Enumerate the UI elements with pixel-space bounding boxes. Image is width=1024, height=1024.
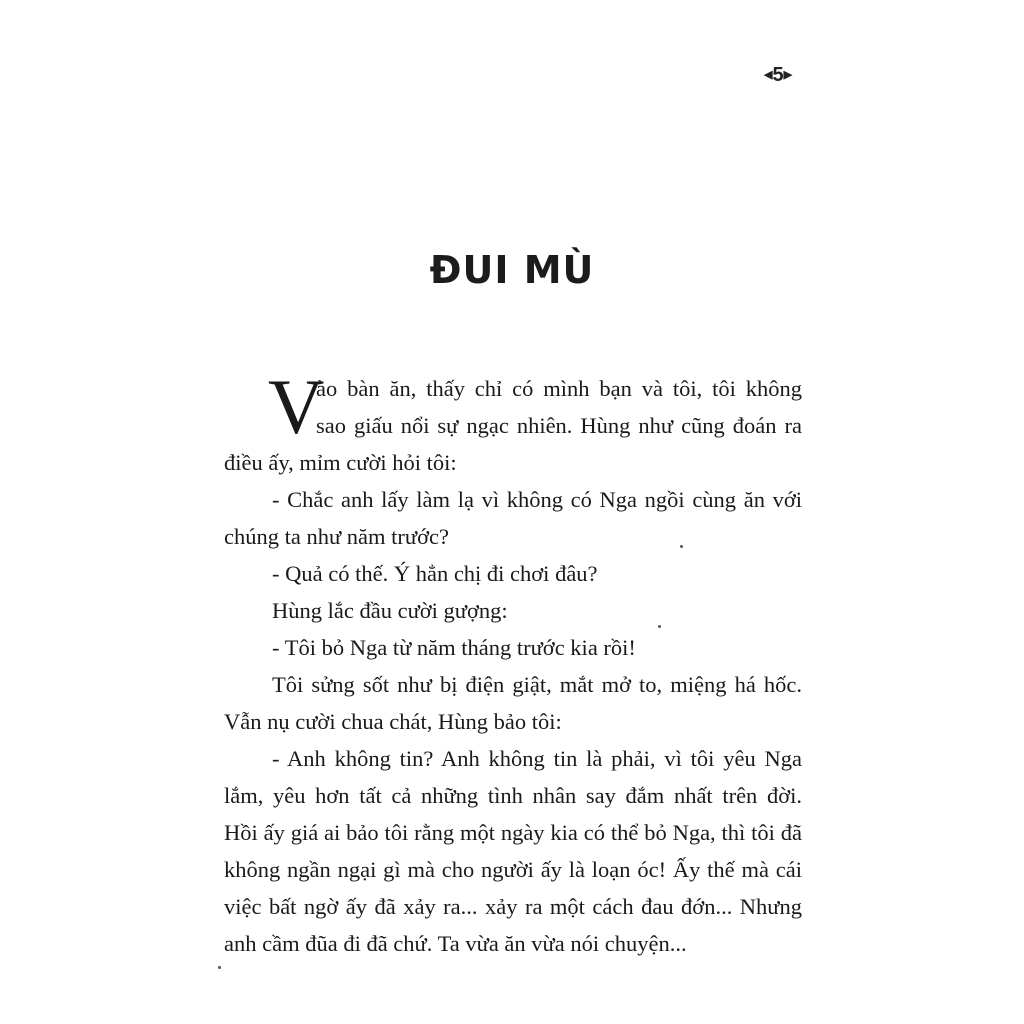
- body-line: điều ấy, mỉm cười hỏi tôi:: [224, 450, 457, 475]
- body-line: sao giấu nổi sự ngạc nhiên. Hùng như cũng đoán ra: [316, 413, 802, 438]
- body-line: - Tôi bỏ Nga từ năm tháng trước kia rồi!: [272, 635, 636, 660]
- body-line: Tôi sửng sốt như bị điện giật, mắt mở to, miệng há hốc.: [272, 672, 802, 697]
- body-line: không ngần ngại gì mà cho người ấy là loạn óc! Ấy thế mà cái: [224, 857, 802, 882]
- body-line: - Chắc anh lấy làm lạ vì không có Nga ngồi cùng ăn với: [272, 487, 802, 512]
- chapter-title: ĐUI MÙ: [429, 248, 595, 292]
- scan-speck: [680, 545, 683, 548]
- body-line: việc bất ngờ ấy đã xảy ra... xảy ra một cách đau đớn... Nhưng: [224, 894, 802, 919]
- body-line: - Quả có thế. Ý hẳn chị đi chơi đâu?: [272, 561, 598, 586]
- body-line: Hồi ấy giá ai bảo tôi rằng một ngày kia có thể bỏ Nga, thì tôi đã: [224, 820, 802, 845]
- body-text: [224, 363, 802, 962]
- body-line: - Anh không tin? Anh không tin là phải, vì tôi yêu Nga: [272, 746, 802, 771]
- body-line: Hùng lắc đầu cười gượng:: [272, 598, 508, 623]
- body-line: lắm, yêu hơn tất cả những tình nhân say đắm nhất trên đời.: [224, 783, 802, 808]
- body-line: ào bàn ăn, thấy chỉ có mình bạn và tôi, tôi không: [316, 376, 802, 401]
- page-number: [764, 64, 792, 87]
- body-line: anh cầm đũa đi đã chứ. Ta vừa ăn vừa nói chuyện...: [224, 931, 687, 956]
- scan-speck: [658, 625, 661, 628]
- left-triangle-icon: ◀: [764, 69, 773, 81]
- body-line: chúng ta như năm trước?: [224, 524, 449, 549]
- drop-cap: V: [268, 363, 325, 450]
- body-line: Vẫn nụ cười chua chát, Hùng bảo tôi:: [224, 709, 562, 734]
- right-triangle-icon: ▶: [783, 69, 793, 81]
- page-number-value: 5: [772, 64, 784, 86]
- scan-speck: [218, 966, 221, 969]
